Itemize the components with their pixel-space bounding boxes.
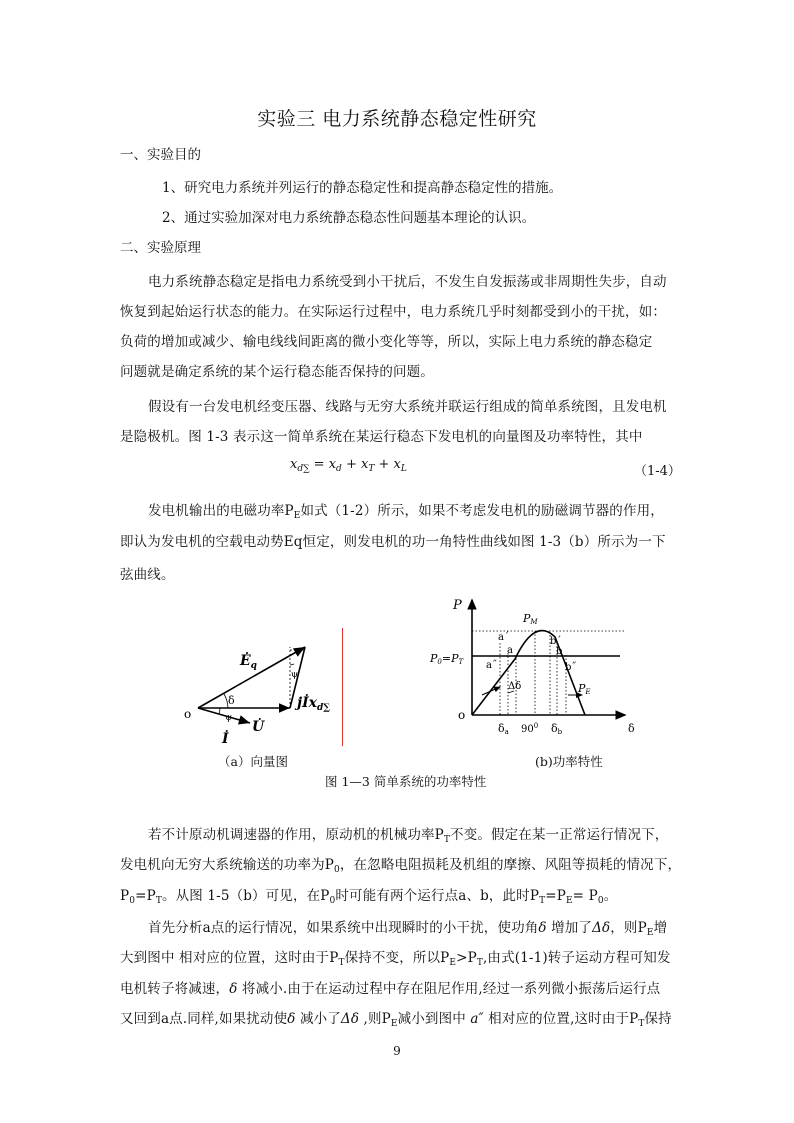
delta-delta-label: Δδ [508,681,522,692]
delta-axis-label: δ [628,722,635,735]
point-b2: b˝ [565,662,577,673]
page-title: 实验三 电力系统静态稳定性研究 [257,108,537,130]
u-label: U̇ [252,719,265,735]
section-heading-principle: 二、实验原理 [120,240,201,256]
i-vector [198,708,250,723]
pm-label: PM [523,612,538,626]
paragraph-line: 大到图中 相对应的位置，这时由于$P_T$保持不变，所以$P_E>P_T$,由式(1-1)转子运动方程可知发 [120,950,671,968]
section-heading-purpose: 一、实验目的 [120,147,201,163]
paragraph-line: 是隐极机。图 1-3 表示这一简单系统在某运行稳态下发电机的向量图及功率特性，其中 [120,429,643,445]
psi-arc [219,708,220,714]
figure-divider [342,628,343,746]
paragraph-line: 恢复到起始运行状态的能力。在实际运行过程中，电力系统几乎时刻都受到小的干扰，如： [120,304,666,320]
psi-label: ψ [225,713,233,723]
paragraph-line: 首先分析a点的运行情况，如果系统中出现瞬时的小干扰，使功角δ 增加了Δδ，则$P_E$增 [148,920,668,938]
purpose-item-2: 2、通过实验加深对电力系统静态稳态性问题基本理论的认识。 [162,210,536,226]
paragraph-line: 即认为发电机的空载电动势Eq恒定，则发电机的功一角特性曲线如图 1-3（b）所示为一下 [120,534,666,550]
paragraph-line: 弦曲线。 [120,567,175,583]
p-axis-label: P [453,598,462,613]
caption-b: (b)功率特性 [535,754,603,769]
paragraph-line: 电机转子将减速，δ 将减小.由于在运动过程中存在阻尼作用,经过一系列微小振荡后运行点 [120,981,661,997]
paragraph-line: 发电机向无穷大系统输送的功率为$P_0$，在忽略电阻损耗及机组的摩擦、风阻等损耗的情况下， [120,857,682,875]
power-angle-chart [420,595,650,745]
origin-label: o [184,707,192,721]
psi-arc-top [290,664,294,665]
p0-pt-label: P0=PT [430,652,464,666]
eq-vector [198,647,305,708]
paragraph-line: 又回到a点.同样,如果扰动使δ 减小了Δδ ,则$P_E$减小到图中 a″ 相对应的位置,这时由于$P_T$保持 [120,1011,672,1029]
caption-a: （a）向量图 [218,754,288,769]
point-a2: a˝ [486,660,497,671]
psi-label-top: ψ [291,670,299,680]
equation-number: （1-4） [634,464,681,479]
page-number: 9 [393,1044,401,1058]
paragraph-line: 负荷的增加或减少、输电线线间距离的微小变化等等，所以，实际上电力系统的静态稳定 [120,334,653,350]
delta-a-label: δa [498,722,509,736]
paragraph-line: 问题就是确定系统的某个运行稳态能否保持的问题。 [120,364,434,380]
ninety-label: $90^0$ [521,722,539,735]
point-b: b [556,646,563,657]
paragraph-line: 电力系统静态稳定是指电力系统受到小干扰后，不发生自发振荡或非周期性失步，自动 [148,274,667,290]
paragraph-line: $P_0=P_T$。从图 1-5（b）可见，在$P_0$时可能有两个运行点a、b，此时$P_T=P_E= P_0$。 [120,888,618,906]
origin-label: o [458,708,466,722]
purpose-item-1: 1、研究电力系统并列运行的静态稳定性和提高静态稳定性的措施。 [162,180,563,196]
paragraph-line: 假设有一台发电机经变压器、线路与无穷大系统并联运行组成的简单系统图，且发电机 [148,399,667,415]
arrow [482,687,500,695]
formula-1-4: $x_{d\sum} = x_d + x_T + x_L$ [290,457,407,474]
point-b1: b´ [550,636,562,647]
jix-label: jİx$_{d\sum}$ [297,695,331,713]
figure-caption: 图 1—3 简单系统的功率特性 [325,774,487,789]
point-a1: a´ [498,632,509,643]
paragraph-line: 发电机输出的电磁功率$P_E$如式（1-2）所示，如果不考虑发电机的励磁调节器的作用， [148,503,664,521]
point-a: a [507,645,513,656]
delta-label: δ [228,694,235,707]
phasor-diagram [170,625,340,750]
i-label: İ [222,731,229,747]
pe-label: PE [578,682,591,696]
eq-label: $Ė_q$ [240,653,257,671]
paragraph-line: 若不计原动机调速器的作用，原动机的机械功率$P_T$不变。假定在某一正常运行情况下， [148,827,669,845]
delta-b-label: δb [551,722,563,736]
